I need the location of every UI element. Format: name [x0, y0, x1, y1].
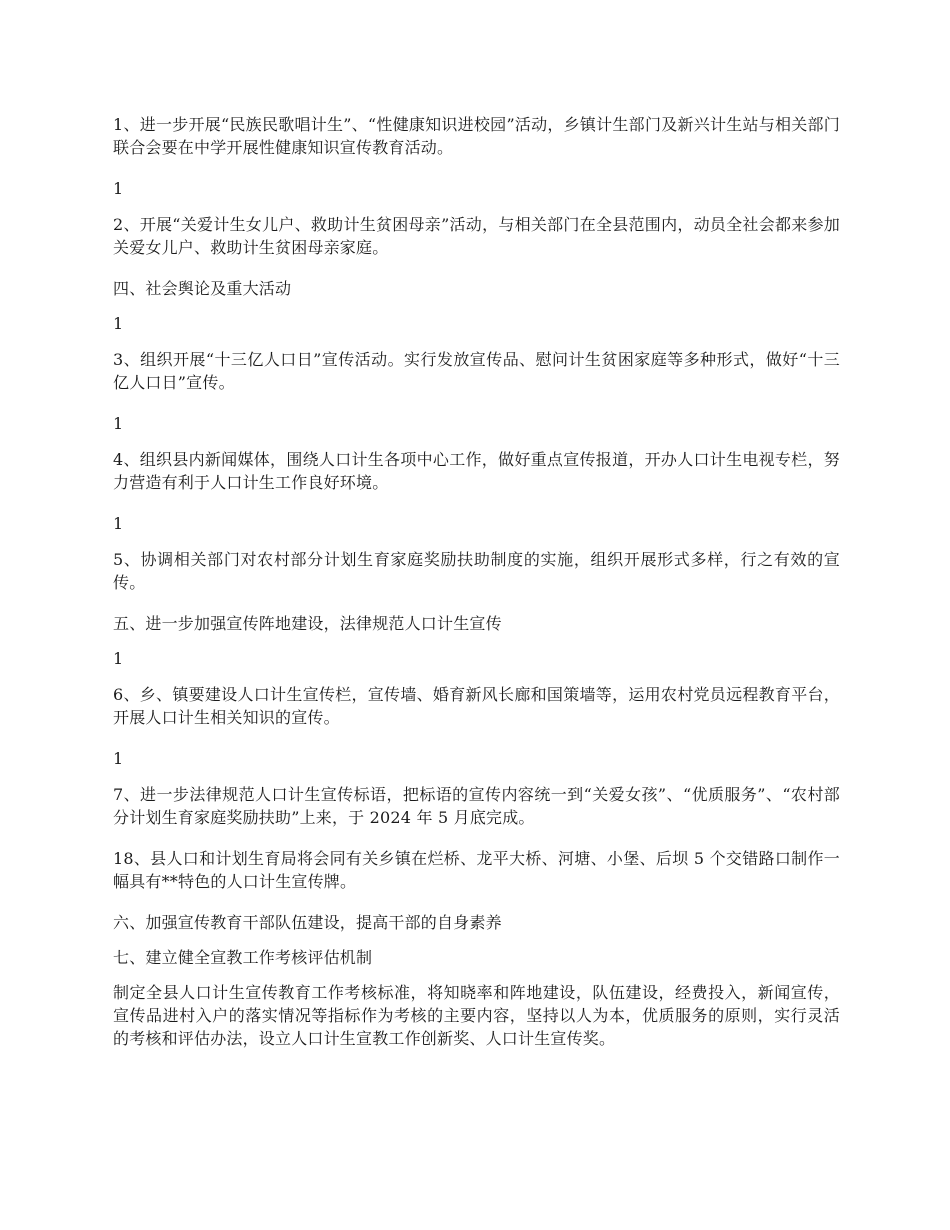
paragraph-item-1: 1、进一步开展“民族民歌唱计生”、“性健康知识进校园”活动，乡镇计生部门及新兴计生站与相关部门联合会要在中学开展性健康知识宣传教育活动。 [113, 115, 840, 157]
page-number-marker: 1 [113, 314, 124, 333]
page-number-marker: 1 [113, 649, 124, 668]
paragraph-item-6: 6、乡、镇要建设人口计生宣传栏，宣传墙、婚育新风长廊和国策墙等，运用农村党员远程教育平台，开展人口计生相关知识的宣传。 [113, 685, 840, 727]
section-heading-6: 六、加强宣传教育干部队伍建设，提高干部的自身素养 [113, 913, 502, 932]
page-number-marker: 1 [113, 179, 124, 198]
page-number-marker: 1 [113, 414, 124, 433]
paragraph-item-7: 7、进一步法律规范人口计生宣传标语，把标语的宣传内容统一到“关爱女孩”、“优质服务”、“农村部分计划生育家庭奖励扶助”上来，于 2024 年 5 月底完成。 [113, 785, 840, 827]
paragraph-assessment: 制定全县人口计生宣传教育工作考核标准，将知晓率和阵地建设，队伍建设，经费投入，新闻宣传，宣传品进村入户的落实情况等指标作为考核的主要内容，坚持以人为本，优质服务的原则，实行灵活的考核和评估办法，设立人口计生宣教工作创新奖、人口计生宣传奖。 [113, 983, 840, 1048]
page-number-marker: 1 [113, 749, 124, 768]
section-heading-7: 七、建立健全宣教工作考核评估机制 [113, 948, 373, 967]
paragraph-item-5: 5、协调相关部门对农村部分计划生育家庭奖励扶助制度的实施，组织开展形式多样，行之有效的宣传。 [113, 550, 840, 592]
paragraph-item-4: 4、组织县内新闻媒体，围绕人口计生各项中心工作，做好重点宣传报道，开办人口计生电视专栏，努力营造有利于人口计生工作良好环境。 [113, 450, 840, 492]
paragraph-item-3: 3、组织开展“十三亿人口日”宣传活动。实行发放宣传品、慰问计生贫困家庭等多种形式，做好“十三亿人口日”宣传。 [113, 350, 840, 392]
page-number-marker: 1 [113, 514, 124, 533]
section-heading-5: 五、进一步加强宣传阵地建设，法律规范人口计生宣传 [113, 614, 502, 633]
section-heading-4: 四、社会舆论及重大活动 [113, 279, 292, 298]
paragraph-item-18: 18、县人口和计划生育局将会同有关乡镇在烂桥、龙平大桥、河塘、小堡、后坝 5 个交错路口制作一幅具有**特色的人口计生宣传牌。 [113, 849, 840, 891]
paragraph-item-2: 2、开展“关爱计生女儿户、救助计生贫困母亲”活动，与相关部门在全县范围内，动员全社会都来参加关爱女儿户、救助计生贫困母亲家庭。 [113, 215, 840, 257]
